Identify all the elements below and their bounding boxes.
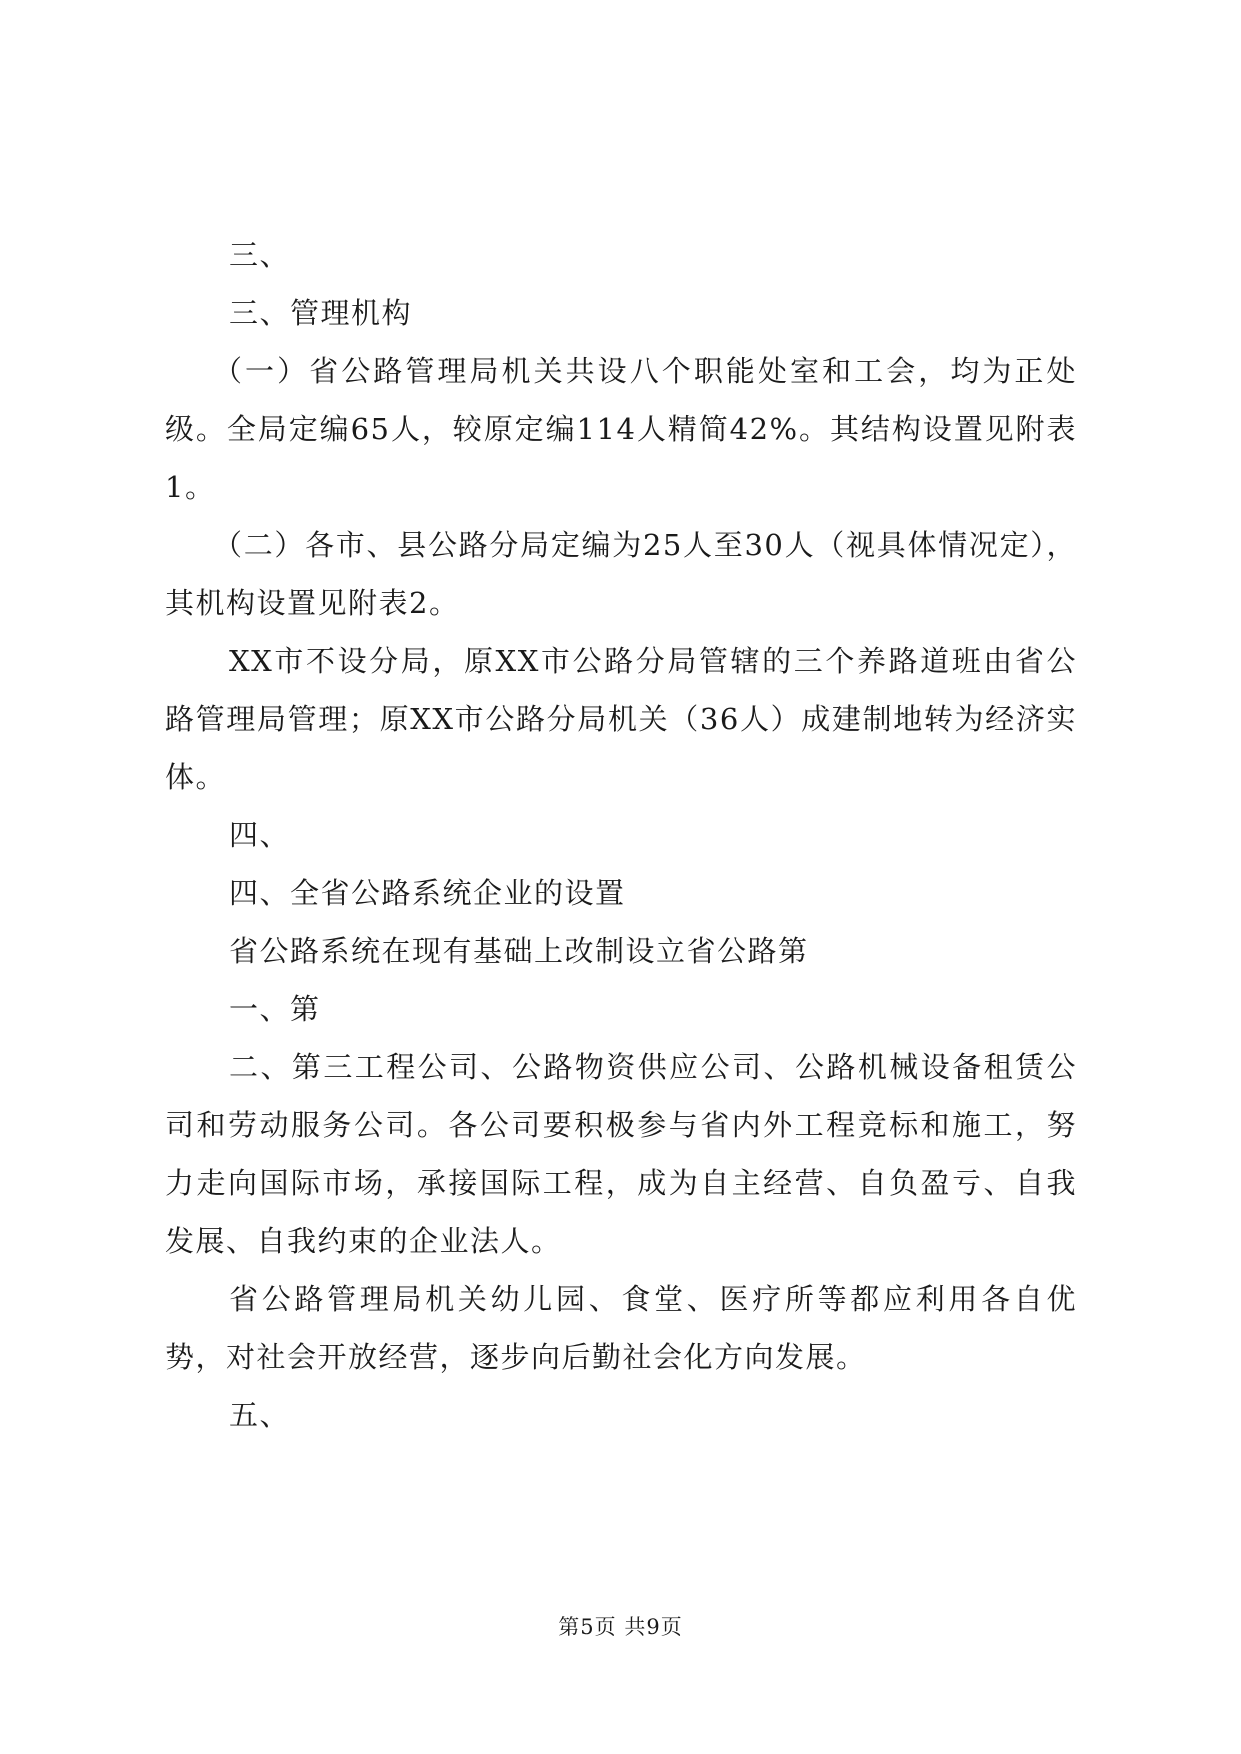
paragraph-companies: 二、第三工程公司、公路物资供应公司、公路机械设备租赁公司和劳动服务公司。各公司要积极参与省内外工程竞标和施工，努力走向国际市场，承接国际工程，成为自主经营、自负盈亏、自我发展、自我约束的企业法人。 [165,1050,1077,1258]
page-number-footer: 第5页 共9页 [558,1615,683,1639]
paragraph-restructure-intro: 省公路系统在现有基础上改制设立省公路第 [229,934,809,968]
section-heading-management-bodies: 三、管理机构 [229,296,413,330]
paragraph-branch-staffing: （二）各市、县公路分局定编为25人至30人（视具体情况定），其机构设置见附表2。 [165,528,1077,620]
section-heading-4-blank: 四、 [229,818,291,852]
section-heading-enterprise-setup: 四、全省公路系统企业的设置 [229,876,626,910]
paragraph-xx-city: XX市不设分局，原XX市公路分局管辖的三个养路道班由省公路管理局管理；原XX市公路分局机关（36人）成建制地转为经济实体。 [165,644,1077,794]
document-body [165,226,1077,1444]
paragraph-list-item-1: 一、第 [229,992,321,1026]
section-heading-3-blank: 三、 [229,238,291,272]
paragraph-bureau-staffing: （一）省公路管理局机关共设八个职能处室和工会，均为正处级。全局定编65人，较原定编114人精简42%。其结构设置见附表1。 [165,354,1077,504]
paragraph-logistics: 省公路管理局机关幼儿园、食堂、医疗所等都应利用各自优势，对社会开放经营，逐步向后勤社会化方向发展。 [165,1282,1077,1374]
section-heading-5-blank: 五、 [229,1398,291,1432]
